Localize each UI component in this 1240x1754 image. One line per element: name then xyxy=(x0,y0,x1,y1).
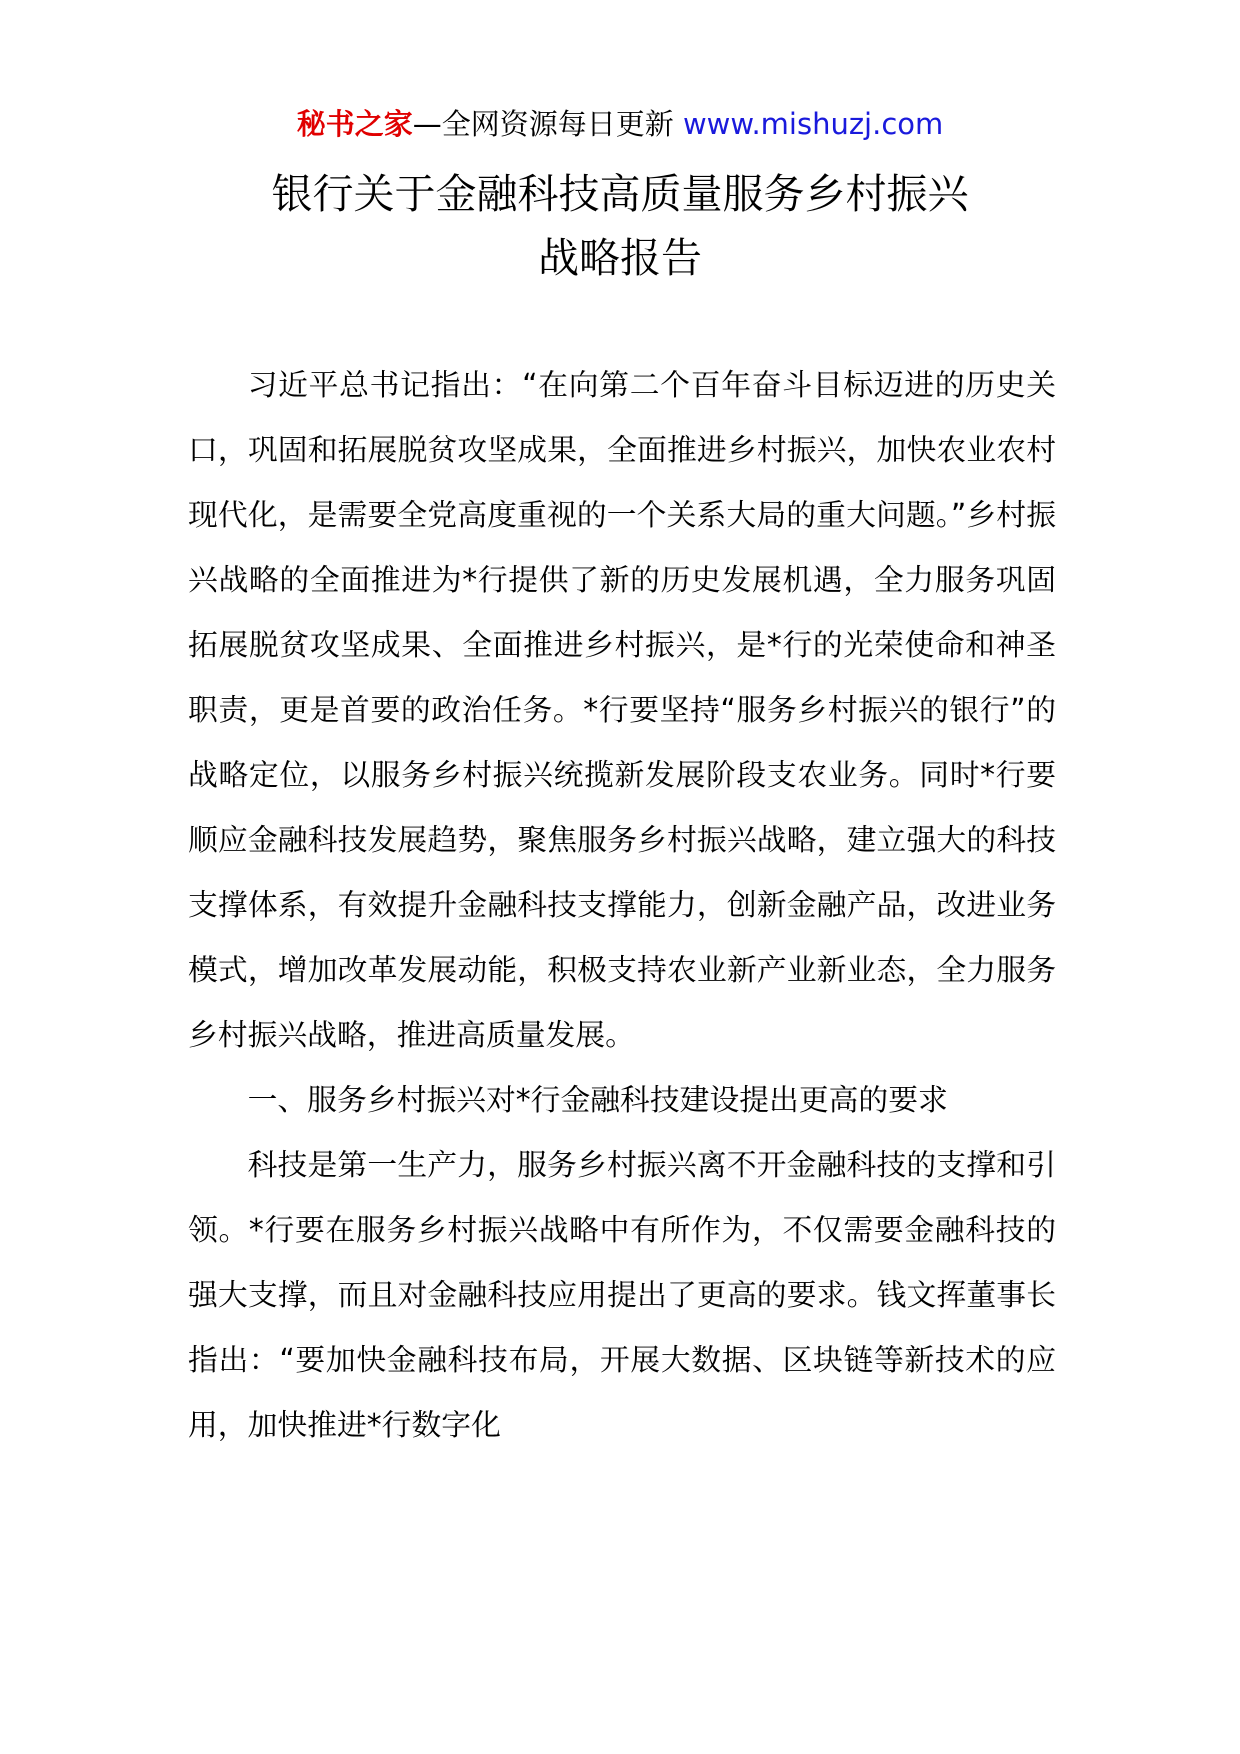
brand-name: 秘书之家 xyxy=(296,107,413,141)
section-heading-1: 一、服务乡村振兴对*行金融科技建设提出更高的要求 xyxy=(247,1083,948,1118)
header-slogan: —全网资源每日更新 xyxy=(412,107,683,141)
website-link[interactable]: www.mishuzj.com xyxy=(682,107,944,141)
document-body xyxy=(188,353,1056,1458)
paragraph-intro: 习近平总书记指出：“在向第二个百年奋斗目标迈进的历史关口，巩固和拓展脱贫攻坚成果，全面推进乡村振兴，加快农业农村现代化，是需要全党高度重视的一个关系大局的重大问题。”乡村振兴战略的全面推进为*行提供了新的历史发展机遇，全力服务巩固拓展脱贫攻坚成果、全面推进乡村振兴，是*行的光荣使命和神圣职责，更是首要的政治任务。*行要坚持“服务乡村振兴的银行”的战略定位，以服务乡村振兴统揽新发展阶段支农业务。同时*行要顺应金融科技发展趋势，聚焦服务乡村振兴战略，建立强大的科技支撑体系，有效提升金融科技支撑能力，创新金融产品，改进业务模式，增加改革发展动能，积极支持农业新产业新业态，全力服务乡村振兴战略，推进高质量发展。 xyxy=(188,368,1056,1053)
document-title xyxy=(0,162,1240,290)
watermark-header xyxy=(0,104,1240,144)
title-line-1: 银行关于金融科技高质量服务乡村振兴 xyxy=(271,170,969,218)
paragraph-section-1: 科技是第一生产力，服务乡村振兴离不开金融科技的支撑和引领。*行要在服务乡村振兴战略中有所作为，不仅需要金融科技的强大支撑，而且对金融科技应用提出了更高的要求。钱文挥董事长指出：“要加快金融科技布局，开展大数据、区块链等新技术的应用，加快推进*行数字化 xyxy=(188,1148,1056,1443)
title-line-2: 战略报告 xyxy=(538,234,702,282)
